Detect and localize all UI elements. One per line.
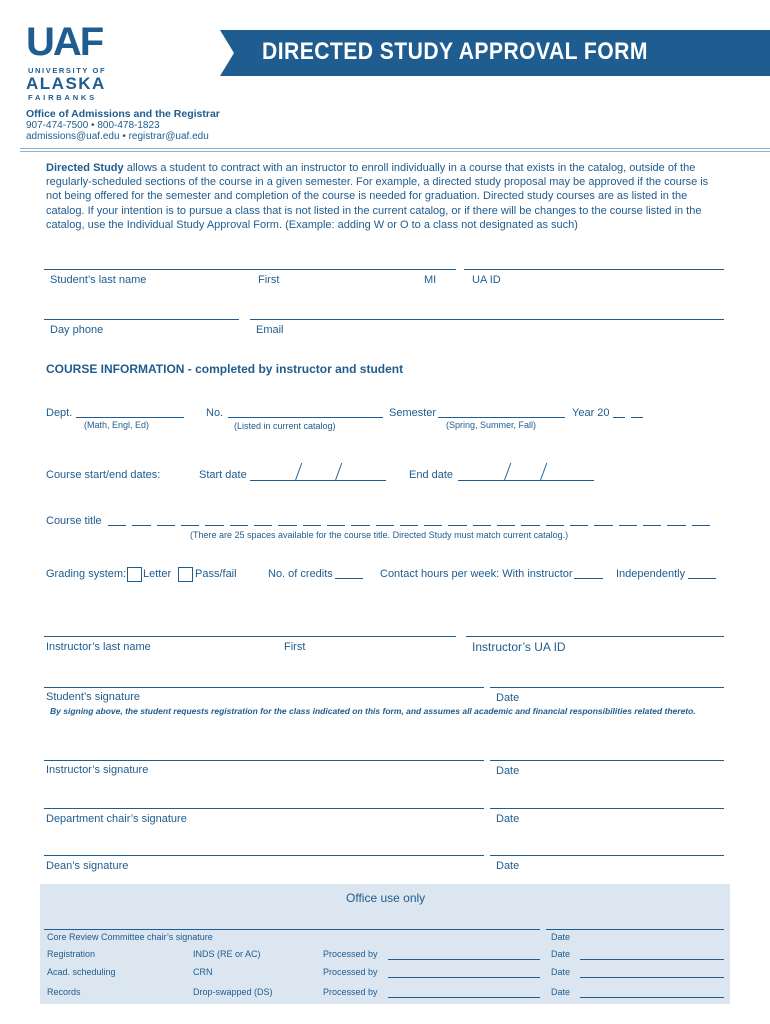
logo-alaska: ALASKA xyxy=(26,74,106,93)
email-label: Email xyxy=(256,324,284,336)
office-phones: 907-474-7500 • 800-478-1823 xyxy=(26,120,160,131)
office-emails: admissions@uaf.edu • registrar@uaf.edu xyxy=(26,131,209,142)
student-mi-label: MI xyxy=(424,274,437,286)
end-date-label: End date xyxy=(409,469,454,481)
course-title-space[interactable] xyxy=(254,525,272,526)
instructor-date-line[interactable] xyxy=(490,760,724,761)
course-title-space[interactable] xyxy=(619,525,637,526)
office-row-processed: Processed by xyxy=(323,967,378,977)
course-title-space[interactable] xyxy=(667,525,685,526)
processed-by-field[interactable] xyxy=(388,997,540,998)
course-title-space[interactable] xyxy=(643,525,661,526)
year-label: Year 20 xyxy=(572,407,610,419)
office-row-date: Date xyxy=(551,987,571,997)
intro-bold-lead: Directed Study xyxy=(46,162,124,174)
office-row-label: Registration xyxy=(47,949,96,959)
student-signature-label: Student’s signature xyxy=(46,691,140,703)
chair-date-label: Date xyxy=(496,813,520,825)
course-title-space[interactable] xyxy=(424,525,442,526)
course-dates-label: Course start/end dates: xyxy=(46,469,161,481)
course-title-space[interactable] xyxy=(497,525,515,526)
year-digit-2[interactable] xyxy=(631,417,643,418)
grading-label: Grading system: xyxy=(46,568,127,580)
course-no-field[interactable] xyxy=(228,417,383,418)
office-date-field[interactable] xyxy=(580,997,724,998)
course-title-space[interactable] xyxy=(230,525,248,526)
instructor-ua-id-line[interactable] xyxy=(466,636,724,637)
course-title-space[interactable] xyxy=(181,525,199,526)
course-title-space[interactable] xyxy=(692,525,710,526)
office-name: Office of Admissions and the Registrar xyxy=(26,108,220,120)
course-title-space[interactable] xyxy=(205,525,223,526)
year-digit-1[interactable] xyxy=(613,417,625,418)
title-banner-notch xyxy=(220,30,234,76)
chair-signature-label: Department chair’s signature xyxy=(46,813,187,825)
course-title-space[interactable] xyxy=(303,525,321,526)
instructor-ua-id-label: Instructor’s UA ID xyxy=(472,640,566,654)
semester-label: Semester xyxy=(389,407,437,419)
semester-field[interactable] xyxy=(438,417,565,418)
course-title-space[interactable] xyxy=(157,525,175,526)
office-row-label: Records xyxy=(47,987,81,997)
instructor-hours-field[interactable] xyxy=(574,578,603,579)
form-title: DIRECTED STUDY APPROVAL FORM xyxy=(262,38,648,65)
dept-field[interactable] xyxy=(76,417,184,418)
start-date-slash-1 xyxy=(295,463,303,481)
ua-id-line[interactable] xyxy=(464,269,724,270)
instructor-name-line[interactable] xyxy=(44,636,456,637)
office-use-heading: Office use only xyxy=(346,891,426,905)
course-title-space[interactable] xyxy=(594,525,612,526)
course-title-space[interactable] xyxy=(521,525,539,526)
course-title-label: Course title xyxy=(46,515,102,527)
contact-hours-label: Contact hours per week: With instructor xyxy=(380,568,573,580)
uaf-logo xyxy=(26,22,116,100)
instructor-date-label: Date xyxy=(496,765,520,777)
logo-university-of: UNIVERSITY OF xyxy=(28,66,107,75)
core-review-date-label: Date xyxy=(551,932,571,942)
day-phone-label: Day phone xyxy=(50,324,104,336)
student-ua-id-label: UA ID xyxy=(472,274,501,286)
start-date-field[interactable] xyxy=(250,480,386,481)
header-separator-2 xyxy=(20,151,770,152)
credits-field[interactable] xyxy=(335,578,363,579)
dean-signature-line[interactable] xyxy=(44,855,484,856)
student-first-label: First xyxy=(258,274,280,286)
office-date-field[interactable] xyxy=(580,977,724,978)
pass-fail-label: Pass/fail xyxy=(195,568,237,580)
email-line[interactable] xyxy=(250,319,724,320)
pass-fail-checkbox[interactable] xyxy=(178,567,193,582)
course-title-space[interactable] xyxy=(327,525,345,526)
student-date-line[interactable] xyxy=(490,687,724,688)
header-separator xyxy=(20,148,770,149)
letter-label: Letter xyxy=(143,568,172,580)
course-title-space[interactable] xyxy=(278,525,296,526)
course-title-space[interactable] xyxy=(546,525,564,526)
course-title-space[interactable] xyxy=(448,525,466,526)
office-row-code: Drop-swapped (DS) xyxy=(193,987,273,997)
course-title-space[interactable] xyxy=(400,525,418,526)
course-title-space[interactable] xyxy=(473,525,491,526)
dean-date-label: Date xyxy=(496,860,520,872)
no-label: No. xyxy=(206,407,224,419)
office-row-processed: Processed by xyxy=(323,949,378,959)
end-date-slash-2 xyxy=(540,463,548,481)
independent-hours-field[interactable] xyxy=(688,578,716,579)
core-review-label: Core Review Committee chair’s signature xyxy=(47,932,213,942)
student-disclaimer: By signing above, the student requests registration for the class indicated on this form, and assumes all academic and financial responsibilities related thereto. xyxy=(50,706,696,716)
instructor-last-name-label: Instructor’s last name xyxy=(46,641,151,653)
end-date-field[interactable] xyxy=(458,480,594,481)
office-row-code: INDS (RE or AC) xyxy=(193,949,261,959)
no-hint: (Listed in current catalog) xyxy=(234,421,336,431)
credits-label: No. of credits xyxy=(268,568,333,580)
core-review-date-line[interactable] xyxy=(546,929,724,930)
student-last-name-label: Student’s last name xyxy=(50,274,147,286)
course-title-space[interactable] xyxy=(132,525,150,526)
office-row-processed: Processed by xyxy=(323,987,378,997)
course-title-space[interactable] xyxy=(108,525,126,526)
day-phone-line[interactable] xyxy=(44,319,239,320)
office-date-field[interactable] xyxy=(580,959,724,960)
end-date-slash-1 xyxy=(504,463,512,481)
instructor-first-label: First xyxy=(284,641,306,653)
dean-signature-label: Dean’s signature xyxy=(46,860,129,872)
dean-date-line[interactable] xyxy=(490,855,724,856)
letter-checkbox[interactable] xyxy=(127,567,142,582)
independently-label: Independently xyxy=(616,568,686,580)
dept-hint: (Math, Engl, Ed) xyxy=(84,420,150,430)
course-title-spaces[interactable] xyxy=(108,525,710,527)
semester-hint: (Spring, Summer, Fall) xyxy=(446,420,537,430)
course-title-space[interactable] xyxy=(351,525,369,526)
course-info-heading: COURSE INFORMATION - completed by instructor and student xyxy=(46,362,404,376)
office-row-code: CRN xyxy=(193,967,213,977)
core-review-line[interactable] xyxy=(44,929,540,930)
course-title-space[interactable] xyxy=(376,525,394,526)
processed-by-field[interactable] xyxy=(388,977,540,978)
logo-wordmark: UAF xyxy=(26,20,103,64)
start-date-label: Start date xyxy=(199,469,247,481)
student-date-label: Date xyxy=(496,692,520,704)
dept-label: Dept. xyxy=(46,407,73,419)
office-row-date: Date xyxy=(551,949,571,959)
instructor-signature-label: Instructor’s signature xyxy=(46,764,149,776)
office-row-date: Date xyxy=(551,967,571,977)
student-name-line[interactable] xyxy=(44,269,456,270)
chair-date-line[interactable] xyxy=(490,808,724,809)
student-signature-line[interactable] xyxy=(44,687,484,688)
instructor-signature-line[interactable] xyxy=(44,760,484,761)
course-title-space[interactable] xyxy=(570,525,588,526)
intro-paragraph xyxy=(46,161,726,232)
office-row-label: Acad. scheduling xyxy=(47,967,116,977)
processed-by-field[interactable] xyxy=(388,959,540,960)
logo-fairbanks: FAIRBANKS xyxy=(28,93,97,102)
chair-signature-line[interactable] xyxy=(44,808,484,809)
start-date-slash-2 xyxy=(335,463,343,481)
course-title-hint: (There are 25 spaces available for the course title. Directed Study must match current catalog.) xyxy=(190,530,569,540)
intro-text: allows a student to contract with an instructor to enroll individually in a course that exists in the catalog, outside of the regularly-scheduled sections of the course in a given semester. For example, a directed study proposal may be approved if the course is not being offered for the semester and completion of the course is needed for graduation. Directed study courses are as listed in the catalog. If your intention is to pursue a class that is not listed in the current catalog, or if there will be changes to the course listed in the catalog, use the Individual Study Approval Form. (Example: adding W or O to a class not designated as such) xyxy=(46,162,709,231)
